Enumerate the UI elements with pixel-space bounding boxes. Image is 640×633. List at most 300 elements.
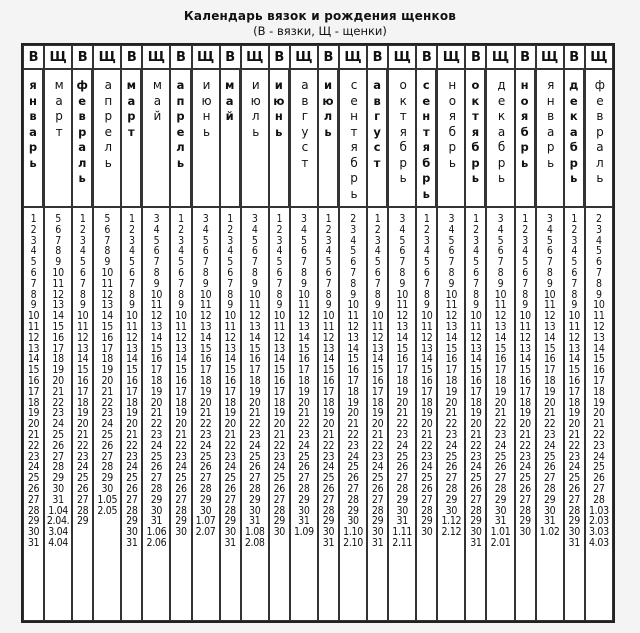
day-value: 28 (52, 461, 64, 474)
day-value: 13 (494, 320, 507, 333)
day-value: 10 (593, 299, 605, 312)
day-value: 26 (396, 461, 408, 474)
day-value: 17 (175, 385, 187, 398)
day-value: 3 (473, 234, 479, 247)
month-letter: ь (252, 124, 260, 139)
day-value: 10 (371, 310, 384, 323)
day-value: 29 (126, 515, 138, 528)
day-value: 6 (251, 245, 258, 258)
day-value: 9 (79, 299, 86, 312)
day-value: 2 (79, 223, 86, 236)
day-value: 3 (276, 234, 283, 247)
day-value: 1 (30, 213, 37, 225)
month-letter: ь (104, 155, 112, 170)
month-letter: е (350, 93, 358, 108)
day-value: 4 (350, 234, 356, 247)
month-letter: т (422, 124, 430, 139)
day-value: 5 (522, 256, 528, 269)
column-header-shch: Щ (290, 45, 318, 69)
day-value: 18 (126, 396, 138, 409)
day-value: 15 (470, 364, 482, 377)
day-value: 17 (519, 385, 531, 398)
day-value: 13 (199, 320, 212, 333)
day-value: 12 (199, 310, 212, 323)
day-value: 15 (175, 364, 187, 377)
day-value: 17 (150, 364, 163, 377)
day-value: 7 (325, 277, 332, 290)
column-header-v: В (367, 45, 388, 69)
day-value: 4 (276, 245, 283, 258)
day-value: 14 (273, 353, 286, 366)
day-value: 17 (396, 364, 408, 377)
day-value: 1.07 (195, 515, 216, 528)
month-cell-shch (339, 69, 367, 207)
day-value: 8 (227, 288, 234, 301)
day-value: 2.03 (588, 515, 609, 528)
month-letter: т (350, 124, 358, 139)
day-value: 26 (593, 472, 605, 485)
day-value: 13 (470, 342, 482, 355)
day-value: 20 (224, 418, 236, 431)
day-value: 19 (101, 364, 113, 377)
day-value: 15 (593, 353, 605, 366)
day-value: 10 (126, 310, 138, 323)
month-letter: а (225, 93, 234, 108)
day-value: 20 (371, 418, 384, 431)
month-cell-v (23, 69, 44, 207)
month-letter: в (29, 109, 37, 123)
column-header-shch: Щ (93, 45, 121, 69)
day-value: 17 (273, 385, 286, 398)
day-value: 5 (596, 245, 602, 258)
day-value: 18 (175, 396, 187, 409)
day-value: 3.04 (48, 526, 69, 539)
days-cell-shch (142, 207, 170, 621)
days-cell-v (72, 207, 93, 621)
day-value: 5 (325, 256, 332, 269)
day-value: 18 (568, 396, 580, 409)
day-value: 1 (227, 213, 234, 225)
days-cell-v (465, 207, 486, 621)
day-value: 12 (543, 310, 556, 323)
column-header-shch: Щ (585, 45, 613, 69)
days-cell-v (564, 207, 585, 621)
month-letter: ю (201, 93, 212, 108)
day-value: 19 (322, 407, 335, 420)
month-cell-v (465, 69, 486, 207)
day-value: 27 (224, 493, 236, 506)
month-cell-v (416, 69, 437, 207)
day-value: 6 (128, 266, 135, 279)
day-value: 20 (543, 396, 556, 409)
day-value: 24 (52, 418, 64, 431)
day-value: 25 (52, 428, 64, 441)
day-value: 23 (421, 450, 433, 463)
day-value: 21 (470, 428, 482, 441)
month-letter: ю (322, 93, 334, 108)
day-value: 27 (199, 472, 212, 485)
day-value: 11 (445, 299, 458, 312)
day-value: 24 (396, 439, 408, 452)
day-value: 30 (445, 504, 458, 517)
month-letter: о (471, 78, 480, 92)
day-value: 16 (543, 353, 556, 366)
day-value: 4 (153, 223, 160, 236)
day-value: 21 (593, 418, 605, 431)
day-value: 10 (175, 310, 187, 323)
day-value: 10 (298, 288, 310, 301)
days-cell-shch (241, 207, 269, 621)
day-value: 21 (101, 385, 113, 398)
month-letter: а (301, 78, 309, 92)
day-value: 20 (76, 418, 89, 431)
day-value: 25 (175, 472, 187, 485)
day-value: 15 (273, 364, 286, 377)
day-value: 26 (199, 461, 212, 474)
day-value: 10 (199, 288, 212, 301)
day-value: 27 (52, 450, 64, 463)
column-header-shch: Щ (536, 45, 564, 69)
month-name-vertical (466, 70, 484, 187)
day-value: 28 (396, 482, 408, 495)
month-letter: н (546, 93, 555, 108)
day-value: 12 (52, 288, 64, 301)
month-letter: к (471, 93, 480, 108)
month-letter: к (497, 109, 506, 123)
day-value: 2.06 (146, 536, 167, 549)
day-value: 4.04 (48, 536, 69, 549)
day-value: 5 (276, 256, 283, 269)
day-value: 16 (347, 364, 359, 377)
day-value: 2.08 (244, 536, 265, 549)
column-header-v: В (121, 45, 142, 69)
month-letter: а (153, 93, 162, 108)
day-value: 4 (202, 223, 209, 236)
day-value: 10 (52, 266, 64, 279)
day-value: 13 (371, 342, 384, 355)
month-letter: с (422, 78, 430, 92)
day-value: 6 (153, 245, 160, 258)
month-letter: н (202, 109, 211, 123)
day-value: 25 (27, 472, 40, 485)
column-header-shch: Щ (44, 45, 72, 69)
day-value: 13 (421, 342, 433, 355)
day-value: 27 (421, 493, 433, 506)
day-value: 22 (568, 439, 580, 452)
day-value: 25 (298, 450, 310, 463)
month-letter: к (399, 93, 407, 108)
day-value: 9 (596, 288, 602, 301)
day-value: 11 (298, 299, 310, 312)
day-value: 9 (325, 299, 332, 312)
day-value: 5 (55, 213, 61, 225)
days-cell-shch (44, 207, 72, 621)
day-value: 17 (470, 385, 482, 398)
day-value: 6 (522, 266, 528, 279)
day-value: 28 (199, 482, 212, 495)
day-value: 12 (76, 331, 89, 344)
month-letter: а (127, 93, 136, 108)
month-letter: о (448, 93, 457, 108)
day-value: 22 (396, 418, 408, 431)
month-name-vertical (73, 70, 91, 187)
day-value: 24 (175, 461, 187, 474)
day-value: 16 (568, 374, 580, 387)
day-value: 4 (399, 223, 406, 236)
month-letter: а (55, 93, 63, 108)
month-cell-shch (290, 69, 318, 207)
day-value: 16 (175, 374, 187, 387)
day-value: 24 (273, 461, 286, 474)
day-value: 2.01 (490, 536, 511, 549)
day-value: 14 (52, 310, 64, 323)
days-cell-shch (437, 207, 465, 621)
day-value: 14 (371, 353, 384, 366)
day-value: 4 (251, 223, 258, 236)
day-value: 16 (421, 374, 433, 387)
day-value: 26 (519, 482, 531, 495)
day-value: 7 (448, 256, 455, 269)
month-name-vertical (368, 70, 386, 171)
day-value: 9 (571, 299, 578, 312)
day-value: 22 (199, 418, 212, 431)
day-value: 12 (322, 331, 335, 344)
day-value: 17 (126, 385, 138, 398)
day-value: 27 (519, 493, 531, 506)
month-letter: у (373, 124, 381, 139)
day-value: 5 (374, 256, 381, 269)
day-value: 9 (350, 288, 356, 301)
day-value: 2 (325, 223, 332, 236)
day-value: 9 (104, 256, 111, 269)
day-value: 29 (150, 493, 163, 506)
day-value: 29 (543, 493, 556, 506)
column-header-shch: Щ (142, 45, 170, 69)
day-value: 8 (128, 288, 135, 301)
month-letter: е (596, 93, 604, 108)
day-value: 26 (224, 482, 236, 495)
day-value: 29 (470, 515, 482, 528)
day-value: 15 (199, 342, 212, 355)
month-cell-v (220, 69, 241, 207)
day-value: 16 (150, 353, 163, 366)
month-letter: б (471, 140, 480, 154)
day-value: 8 (178, 288, 184, 301)
day-value: 6 (79, 266, 86, 279)
day-value: 1 (325, 213, 332, 225)
day-value: 7 (227, 277, 234, 290)
day-value: 6 (55, 223, 61, 236)
day-value: 12 (126, 331, 138, 344)
column-header-v: В (318, 45, 339, 69)
day-value: 5 (571, 256, 578, 269)
month-name-vertical (417, 70, 435, 202)
day-value: 22 (273, 439, 286, 452)
day-value: 25 (371, 472, 384, 485)
day-value: 29 (199, 493, 212, 506)
day-value: 12 (249, 310, 261, 323)
day-value: 28 (175, 504, 187, 517)
month-cell-v (269, 69, 290, 207)
day-value: 13 (445, 320, 458, 333)
day-value: 25 (543, 450, 556, 463)
day-value: 11 (371, 320, 384, 333)
day-value: 19 (224, 407, 236, 420)
day-value: 29 (52, 472, 64, 485)
day-value: 14 (322, 353, 335, 366)
day-value: 23 (175, 450, 187, 463)
day-value: 22 (249, 418, 261, 431)
month-letter: я (399, 124, 407, 139)
day-value: 11 (519, 320, 531, 333)
day-value: 21 (52, 385, 64, 398)
month-letter: а (373, 78, 381, 92)
day-value: 4 (30, 245, 37, 258)
day-value: 9 (497, 277, 504, 290)
day-value: 6 (546, 245, 553, 258)
month-letter: я (520, 109, 529, 123)
day-value: 22 (593, 428, 605, 441)
day-value: 4 (374, 245, 381, 258)
day-value: 8 (301, 266, 307, 279)
month-letter: ь (448, 155, 456, 170)
day-value: 30 (543, 504, 556, 517)
days-cell-v (416, 207, 437, 621)
day-value: 30 (175, 526, 187, 539)
month-cell-v (72, 69, 93, 207)
column-header-shch: Щ (192, 45, 220, 69)
day-value: 12 (519, 331, 531, 344)
day-value: 16 (593, 364, 605, 377)
day-value: 9 (178, 299, 184, 312)
day-value: 16 (298, 353, 310, 366)
day-value: 2.12 (441, 526, 462, 539)
day-value: 19 (273, 407, 286, 420)
days-cell-shch (290, 207, 318, 621)
day-value: 31 (52, 493, 64, 506)
day-value: 22 (494, 418, 507, 431)
day-value: 2 (571, 223, 578, 236)
day-value: 20 (322, 418, 335, 431)
day-value: 19 (396, 385, 408, 398)
day-value: 30 (126, 526, 138, 539)
day-value: 14 (249, 331, 261, 344)
day-value: 9 (423, 299, 430, 312)
day-value: 8 (251, 266, 258, 279)
day-value: 12 (298, 310, 310, 323)
day-value: 12 (593, 320, 605, 333)
month-letter: е (569, 93, 578, 108)
day-value: 6 (301, 245, 307, 258)
day-value: 13 (76, 342, 89, 355)
day-value: 12 (396, 310, 408, 323)
day-value: 1.06 (146, 526, 167, 539)
month-cell-v (121, 69, 142, 207)
month-letter: ю (250, 93, 261, 108)
day-value: 15 (494, 342, 507, 355)
day-value: 18 (273, 396, 286, 409)
day-value: 28 (322, 504, 335, 517)
day-value: 24 (543, 439, 556, 452)
month-letter: ь (471, 171, 480, 185)
day-value: 21 (199, 407, 212, 420)
day-value: 11 (593, 310, 605, 323)
day-value: 3 (448, 213, 455, 225)
day-value: 7 (202, 256, 209, 269)
day-value: 14 (593, 342, 605, 355)
day-value: 25 (568, 472, 580, 485)
day-value: 14 (347, 342, 359, 355)
day-value: 16 (494, 353, 507, 366)
month-letter: а (569, 124, 578, 139)
day-value: 26 (445, 461, 458, 474)
month-name-vertical (145, 70, 169, 125)
day-value: 13 (568, 342, 580, 355)
day-value: 13 (249, 320, 261, 333)
day-value: 27 (175, 493, 187, 506)
month-letter: р (55, 109, 63, 123)
day-value: 1.03 (588, 504, 609, 517)
day-value: 15 (126, 364, 138, 377)
day-value: 29 (519, 515, 531, 528)
day-value: 10 (347, 299, 359, 312)
day-value: 19 (175, 407, 187, 420)
month-letter: р (471, 155, 480, 170)
day-value: 8 (55, 245, 61, 258)
day-value: 8 (153, 266, 160, 279)
day-value: 15 (298, 342, 310, 355)
month-name-vertical (319, 70, 337, 140)
day-value: 12 (347, 320, 359, 333)
day-value: 1.10 (343, 526, 363, 539)
day-value: 26 (76, 482, 89, 495)
day-value: 25 (593, 461, 605, 474)
day-value: 22 (445, 418, 458, 431)
month-name-vertical (588, 70, 612, 187)
month-letter: л (596, 155, 604, 170)
day-value: 13 (52, 299, 64, 312)
day-value: 13 (126, 342, 138, 355)
day-value: 11 (322, 320, 335, 333)
month-letter: ф (594, 78, 606, 92)
month-letter: ь (547, 155, 555, 170)
month-cell-shch (93, 69, 121, 207)
day-value: 24 (101, 418, 113, 431)
day-value: 1 (522, 213, 528, 225)
day-value: 19 (494, 385, 507, 398)
day-value: 4 (178, 245, 184, 258)
page-title: Календарь вязок и рождения щенков (183, 9, 457, 23)
day-value: 18 (519, 396, 531, 409)
day-value: 10 (568, 310, 580, 323)
month-letter: е (497, 93, 506, 108)
column-header-shch: Щ (241, 45, 269, 69)
month-letter: ь (497, 171, 506, 185)
day-value: 28 (470, 504, 482, 517)
month-cell-v (564, 69, 585, 207)
day-value: 23 (568, 450, 580, 463)
day-value: 20 (421, 418, 433, 431)
day-value: 12 (27, 331, 40, 344)
day-value: 19 (347, 396, 359, 409)
month-letter: ь (350, 186, 358, 201)
column-header-v: В (465, 45, 486, 69)
day-value: 23 (199, 428, 212, 441)
day-value: 29 (175, 515, 187, 528)
day-value: 27 (322, 493, 335, 506)
day-value: 8 (423, 288, 430, 301)
day-value: 14 (543, 331, 556, 344)
